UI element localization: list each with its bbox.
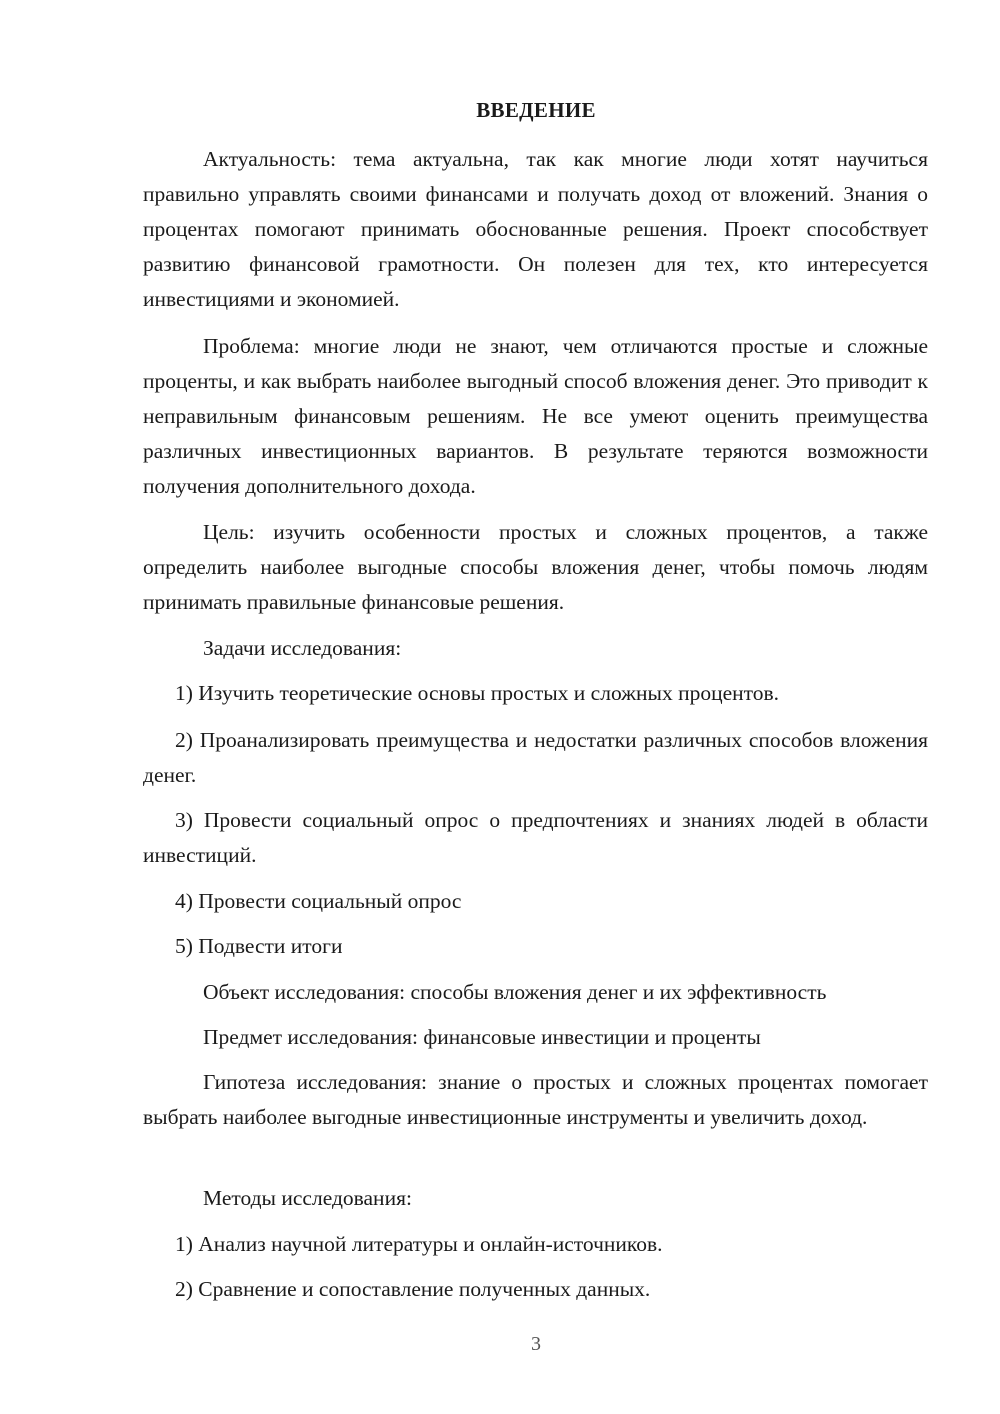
task-item-3: 3) Провести социальный опрос о предпочтениях и знаниях людей в области инвестиций. xyxy=(143,808,928,867)
goal-paragraph: Цель: изучить особенности простых и сложных процентов, а также определить наиболее выгодные способы вложения денег, чтобы помочь людям принимать правильные финансовые решения. xyxy=(143,520,928,614)
problem-paragraph: Проблема: многие люди не знают, чем отличаются простые и сложные проценты, и как выбрать наиболее выгодный способ вложения денег. Это приводит к неправильным финансовым решениям. Не все умеют оценить преимущества различных инвестиционных вариантов. В результате теряются возможности получения дополнительного дохода. xyxy=(143,334,928,498)
page-number: 3 xyxy=(531,1333,541,1355)
method-item-2: 2) Сравнение и сопоставление полученных данных. xyxy=(175,1277,651,1301)
task-item-5: 5) Подвести итоги xyxy=(175,934,343,958)
methods-heading: Методы исследования: xyxy=(203,1186,412,1210)
object-line: Объект исследования: способы вложения денег и их эффективность xyxy=(203,980,827,1004)
relevance-paragraph: Актуальность: тема актуальна, так как многие люди хотят научиться правильно управлять своими финансами и получать доход от вложений. Знания о процентах помогают принимать обоснованные решения. Проект способствует развитию финансовой грамотности. Он полезен для тех, кто интересуется инвестициями и экономией. xyxy=(143,147,928,311)
task-item-4: 4) Провести социальный опрос xyxy=(175,889,462,913)
method-item-1: 1) Анализ научной литературы и онлайн-источников. xyxy=(175,1232,663,1256)
task-item-1: 1) Изучить теоретические основы простых и сложных процентов. xyxy=(175,681,780,705)
section-title: ВВЕДЕНИЕ xyxy=(476,98,596,122)
hypothesis-paragraph: Гипотеза исследования: знание о простых и сложных процентах помогает выбрать наиболее выгодные инвестиционные инструменты и увеличить доход. xyxy=(143,1070,928,1129)
subject-line: Предмет исследования: финансовые инвестиции и проценты xyxy=(203,1025,761,1049)
task-item-2: 2) Проанализировать преимущества и недостатки различных способов вложения денег. xyxy=(143,728,928,787)
tasks-heading: Задачи исследования: xyxy=(203,636,402,660)
